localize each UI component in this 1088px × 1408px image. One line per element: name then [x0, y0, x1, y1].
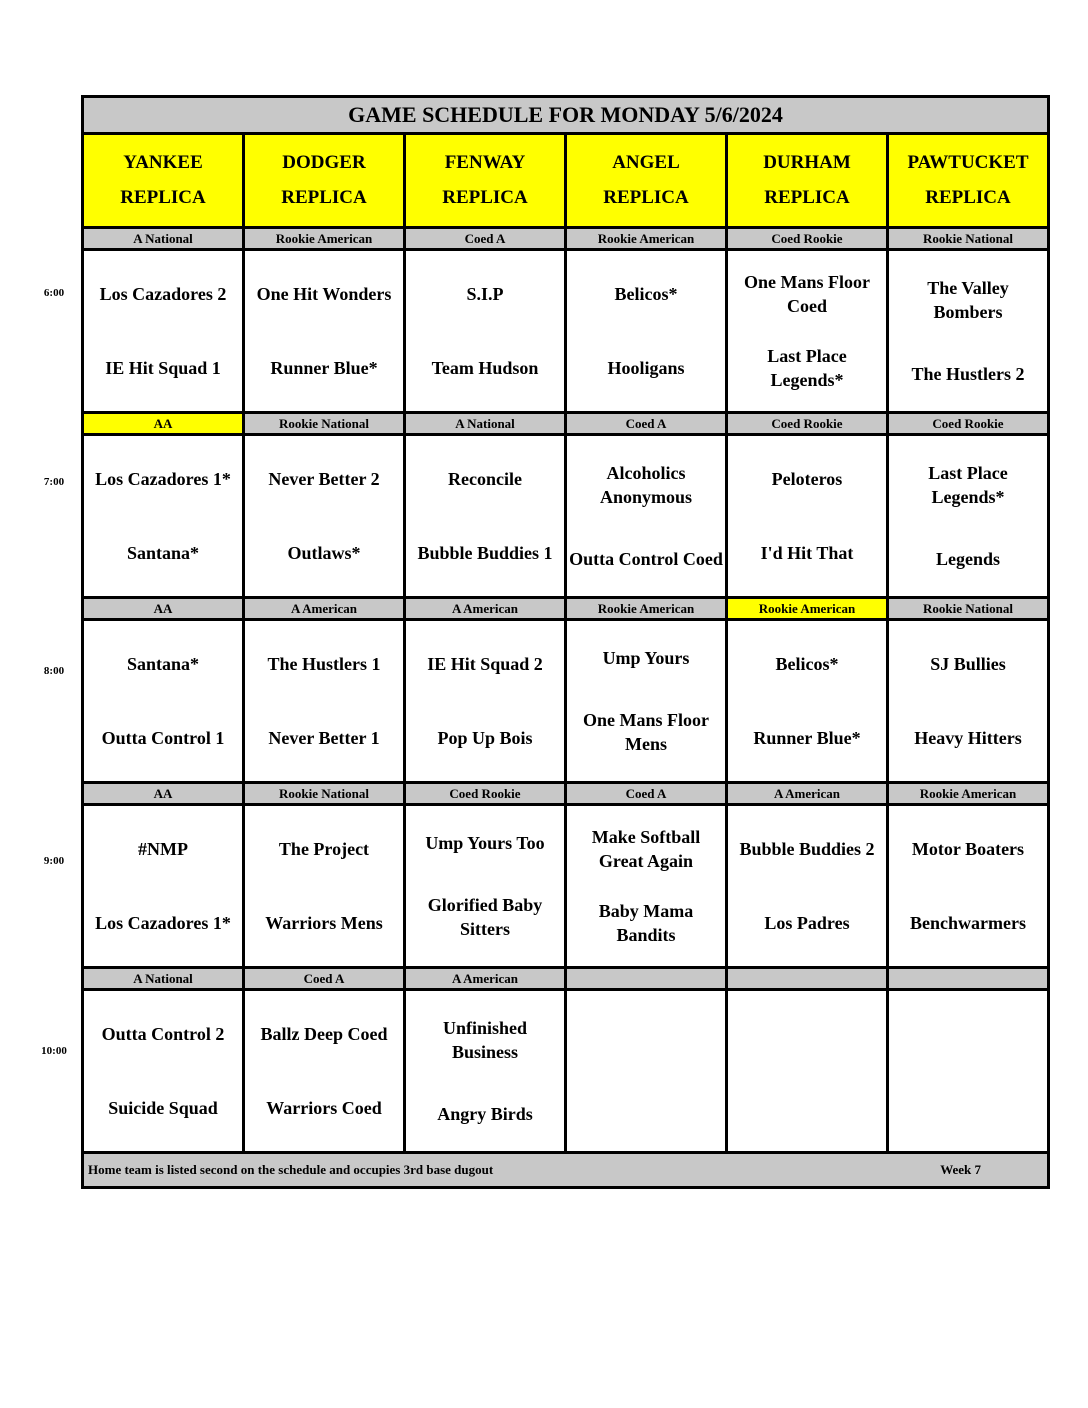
game-cell [406, 251, 567, 414]
game-cell [728, 621, 889, 784]
away-team: The Project [278, 838, 370, 859]
division-label: Coed Rookie [728, 414, 889, 436]
game-cell [728, 251, 889, 414]
division-label: Rookie American [567, 599, 728, 621]
away-team: Ump Yours [602, 647, 690, 668]
footer-note: Home team is listed second on the schedule and occupies 3rd base dugout [88, 1162, 494, 1177]
away-team: The Hustlers 1 [267, 653, 381, 674]
venue-sub: REPLICA [925, 187, 1011, 209]
division-label [889, 969, 1047, 991]
away-team: Los Cazadores 1* [95, 468, 231, 489]
home-team: Warriors Coed [266, 1097, 382, 1118]
home-team: Hooligans [607, 357, 685, 378]
home-team: Outta Control Coed [569, 548, 723, 569]
venue-sub: REPLICA [281, 187, 367, 209]
division-row [84, 414, 1047, 436]
division-label [728, 969, 889, 991]
division-label: Rookie National [245, 784, 406, 806]
away-team: Unfinished Business [442, 1017, 528, 1063]
game-cell [245, 991, 406, 1154]
game-cell [889, 436, 1047, 599]
game-row [84, 806, 1047, 969]
game-cell [406, 621, 567, 784]
venue-sub: REPLICA [120, 187, 206, 209]
game-cell [406, 806, 567, 969]
home-team: Outlaws* [287, 542, 361, 563]
division-label: A American [728, 784, 889, 806]
division-row [84, 784, 1047, 806]
home-team: Angry Birds [437, 1103, 533, 1124]
venue-name: DURHAM [763, 151, 851, 173]
division-label: Rookie National [889, 599, 1047, 621]
game-cell [889, 991, 1047, 1154]
home-team: Los Padres [764, 912, 850, 933]
venue-angel [567, 135, 728, 229]
time-label-10pm: 10:00 [41, 1045, 67, 1057]
venue-name: ANGEL [612, 151, 680, 173]
division-row [84, 599, 1047, 621]
away-team: Belicos* [614, 283, 678, 304]
schedule-table [81, 95, 1050, 1189]
home-team: One Mans Floor Mens [583, 709, 709, 754]
game-cell [567, 251, 728, 414]
away-team: Never Better 2 [268, 468, 380, 489]
game-cell [728, 806, 889, 969]
game-cell [889, 251, 1047, 414]
away-team: SJ Bullies [930, 653, 1006, 674]
division-label: A American [406, 599, 567, 621]
home-team: Suicide Squad [108, 1097, 218, 1118]
game-cell [84, 991, 245, 1154]
away-team: Los Cazadores 2 [99, 283, 227, 304]
division-label: Coed Rookie [406, 784, 567, 806]
footer-bar [84, 1154, 1047, 1186]
division-label: Coed A [567, 784, 728, 806]
game-cell [245, 806, 406, 969]
game-cell [406, 436, 567, 599]
game-cell [84, 436, 245, 599]
home-team: IE Hit Squad 1 [105, 357, 221, 378]
division-label: Rookie National [245, 414, 406, 436]
away-team: S.I.P [466, 283, 504, 304]
home-team: The Hustlers 2 [911, 363, 1025, 384]
home-team: Team Hudson [431, 357, 539, 378]
venue-yankee [84, 135, 245, 229]
game-cell [84, 251, 245, 414]
game-cell [245, 436, 406, 599]
division-label [567, 969, 728, 991]
away-team: Santana* [126, 653, 200, 674]
division-label: Coed Rookie [889, 414, 1047, 436]
game-cell [84, 806, 245, 969]
home-team: I'd Hit That [760, 542, 854, 563]
home-team: Legends [935, 548, 1000, 569]
venue-sub: REPLICA [764, 187, 850, 209]
home-team: Glorified Baby Sitters [427, 894, 543, 939]
game-row [84, 436, 1047, 599]
division-label: Coed Rookie [728, 229, 889, 251]
home-team: Outta Control 1 [101, 727, 225, 748]
game-cell [406, 991, 567, 1154]
home-team: Warriors Mens [265, 912, 383, 933]
home-team: Benchwarmers [910, 912, 1026, 933]
away-team: Ballz Deep Coed [260, 1023, 388, 1044]
away-team: IE Hit Squad 2 [427, 653, 543, 674]
division-label: A American [245, 599, 406, 621]
venue-name: YANKEE [123, 151, 203, 173]
game-cell [567, 621, 728, 784]
game-cell [567, 436, 728, 599]
venue-pawtucket [889, 135, 1047, 229]
game-row [84, 621, 1047, 784]
away-team: Peloteros [771, 468, 843, 489]
venue-name: FENWAY [444, 151, 526, 173]
home-team: Pop Up Bois [437, 727, 533, 748]
game-cell [245, 251, 406, 414]
venue-name: PAWTUCKET [907, 151, 1029, 173]
game-cell [567, 806, 728, 969]
home-team: Santana* [126, 542, 200, 563]
venue-sub: REPLICA [603, 187, 689, 209]
time-label-7pm: 7:00 [43, 476, 65, 488]
division-label: Rookie American [889, 784, 1047, 806]
game-cell [728, 991, 889, 1154]
division-label: A American [406, 969, 567, 991]
division-label: Coed A [245, 969, 406, 991]
away-team: Motor Boaters [911, 838, 1025, 859]
division-label: Coed A [406, 229, 567, 251]
home-team: Runner Blue* [270, 357, 378, 378]
division-label: AA [84, 784, 245, 806]
home-team: Los Cazadores 1* [95, 912, 231, 933]
away-team: Reconcile [448, 468, 522, 489]
time-label-6pm: 6:00 [43, 287, 65, 299]
game-cell [567, 991, 728, 1154]
away-team: One Hit Wonders [256, 283, 392, 304]
venue-dodger [245, 135, 406, 229]
home-team: Never Better 1 [268, 727, 380, 748]
away-team: One Mans Floor Coed [744, 271, 870, 316]
away-team: Make Softball Great Again [591, 826, 701, 871]
venue-fenway [406, 135, 567, 229]
away-team: Last Place Legends* [928, 462, 1008, 508]
time-label-8pm: 8:00 [43, 665, 65, 677]
away-team: Bubble Buddies 2 [739, 838, 875, 859]
division-label: Coed A [567, 414, 728, 436]
home-team: Runner Blue* [753, 727, 861, 748]
venue-durham [728, 135, 889, 229]
venue-name: DODGER [282, 151, 366, 173]
venue-header-row [84, 135, 1047, 229]
time-label-9pm: 9:00 [43, 855, 65, 867]
division-label: AA [84, 414, 245, 436]
division-row [84, 969, 1047, 991]
away-team: Outta Control 2 [101, 1023, 225, 1044]
away-team: Belicos* [775, 653, 839, 674]
division-label: A National [84, 229, 245, 251]
away-team: Alcoholics Anonymous [599, 462, 693, 508]
game-cell [245, 621, 406, 784]
game-cell [84, 621, 245, 784]
week-label: Week 7 [940, 1162, 981, 1177]
game-row [84, 251, 1047, 414]
division-row [84, 229, 1047, 251]
division-label: AA [84, 599, 245, 621]
page-title: GAME SCHEDULE FOR MONDAY 5/6/2024 [84, 98, 1047, 135]
game-cell [728, 436, 889, 599]
division-label: A National [406, 414, 567, 436]
home-team: Heavy Hitters [914, 727, 1022, 748]
away-team: The Valley Bombers [927, 277, 1009, 323]
division-label: Rookie American [567, 229, 728, 251]
division-label: Rookie American [245, 229, 406, 251]
division-label: Rookie National [889, 229, 1047, 251]
home-team: Baby Mama Bandits [598, 900, 694, 945]
game-cell [889, 806, 1047, 969]
venue-sub: REPLICA [442, 187, 528, 209]
division-label: A National [84, 969, 245, 991]
game-row [84, 991, 1047, 1154]
home-team: Bubble Buddies 1 [417, 542, 553, 563]
game-cell [889, 621, 1047, 784]
division-label: Rookie American [728, 599, 889, 621]
away-team: #NMP [138, 838, 188, 859]
home-team: Last Place Legends* [767, 345, 847, 390]
away-team: Ump Yours Too [425, 832, 545, 853]
